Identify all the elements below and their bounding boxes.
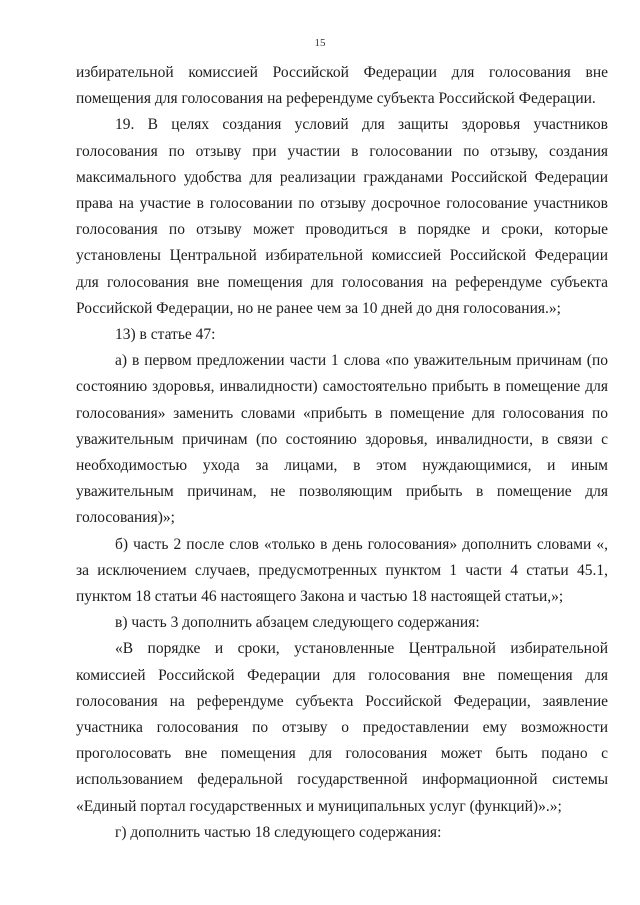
document-body	[76, 60, 608, 846]
paragraph-subitem-g: г) дополнить частью 18 следующего содержания:	[115, 823, 442, 841]
paragraph-subitem-v: в) часть 3 дополнить абзацем следующего содержания:	[115, 614, 480, 632]
paragraph-item-13-article-47: 13) в статье 47:	[115, 326, 216, 344]
paragraph-item-19: 19. В целях создания условий для защиты здоровья участников голосования по отзыву при участии в голосовании по отзыву, создания максимального удобства для реализации гражданами Российской Федерации права на участие в голосовании по отзыву досрочное голосование участников голосования по отзыву может проводиться в порядке и сроки, которые установлены Центральной избирательной комиссией Российской Федерации для голосования вне помещения для голосования на референдуме субъекта Российской Федерации, но не ранее чем за 10 дней до дня голосования.»;	[76, 116, 608, 317]
paragraph-subitem-b: б) часть 2 после слов «только в день голосования» дополнить словами «, за исключением случаев, предусмотренных пунктом 1 части 4 статьи 45.1, пунктом 18 статьи 46 настоящего Закона и частью 18 настоящей статьи,»;	[76, 535, 608, 606]
paragraph-continuation: избирательной комиссией Российской Федерации для голосования вне помещения для голосования на референдуме субъекта Российской Федерации.	[76, 64, 608, 108]
page-number: 15	[314, 37, 326, 49]
paragraph-subitem-a: а) в первом предложении части 1 слова «по уважительным причинам (по состоянию здоровья, инвалидности) самостоятельно прибыть в помещение для голосования» заменить словами «прибыть в помещение для голосования по уважительным причинам (по состоянию здоровья, инвалидности, в связи с необходимостью ухода за лицами, в этом нуждающимися, и иным уважительным причинам, не позволяющим прибыть в помещение для голосования)»;	[76, 352, 608, 527]
paragraph-quoted-text: «В порядке и сроки, установленные Центральной избирательной комиссией Российской Федерации для голосования вне помещения для голосования на референдуме субъекта Российской Федерации, заявление участника голосования по отзыву о предоставлении ему возможности проголосовать вне помещения для голосования может быть подано с использованием федеральной государственной информационной системы «Единый портал государственных и муниципальных услуг (функций)».»;	[76, 640, 608, 815]
